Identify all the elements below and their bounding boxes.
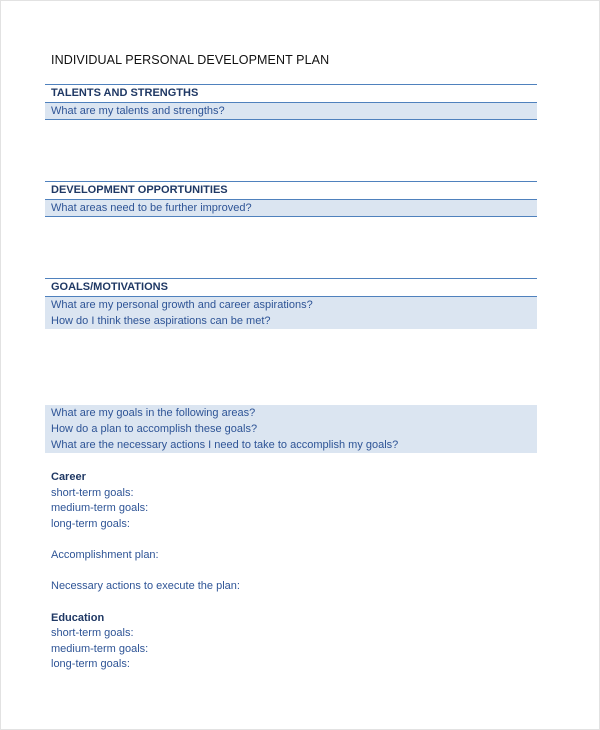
question-band (45, 103, 537, 120)
career-accomplishment-plan: Accomplishment plan: (51, 549, 159, 561)
education-medium-term: medium-term goals: (51, 643, 149, 655)
question-text: What are my personal growth and career aspirations? (51, 299, 313, 311)
education-long-term: long-term goals: (51, 658, 130, 670)
question-text: What are my talents and strengths? (51, 105, 225, 117)
career-long-term: long-term goals: (51, 518, 130, 530)
page-title: INDIVIDUAL PERSONAL DEVELOPMENT PLAN (51, 53, 330, 67)
question-band (45, 200, 537, 217)
career-label: Career (51, 471, 86, 483)
question-text: How do I think these aspirations can be met? (51, 315, 271, 327)
career-short-term: short-term goals: (51, 487, 134, 499)
question-band (45, 297, 537, 329)
education-short-term: short-term goals: (51, 627, 134, 639)
section-heading: DEVELOPMENT OPPORTUNITIES (45, 181, 537, 200)
question-text: What areas need to be further improved? (51, 202, 252, 214)
career-necessary-actions: Necessary actions to execute the plan: (51, 580, 240, 592)
section-heading: TALENTS AND STRENGTHS (45, 84, 537, 103)
question-text: What are the necessary actions I need to take to accomplish my goals? (51, 439, 399, 451)
question-band (45, 405, 537, 453)
section-development-opportunities (45, 181, 537, 217)
career-medium-term: medium-term goals: (51, 502, 149, 514)
question-text: How do a plan to accomplish these goals? (51, 423, 258, 435)
section-heading: GOALS/MOTIVATIONS (45, 278, 537, 297)
section-goals-motivations (45, 278, 537, 329)
section-goal-areas (45, 405, 537, 453)
section-talents-strengths (45, 84, 537, 120)
question-text: What are my goals in the following areas? (51, 407, 256, 419)
education-label: Education (51, 612, 105, 624)
